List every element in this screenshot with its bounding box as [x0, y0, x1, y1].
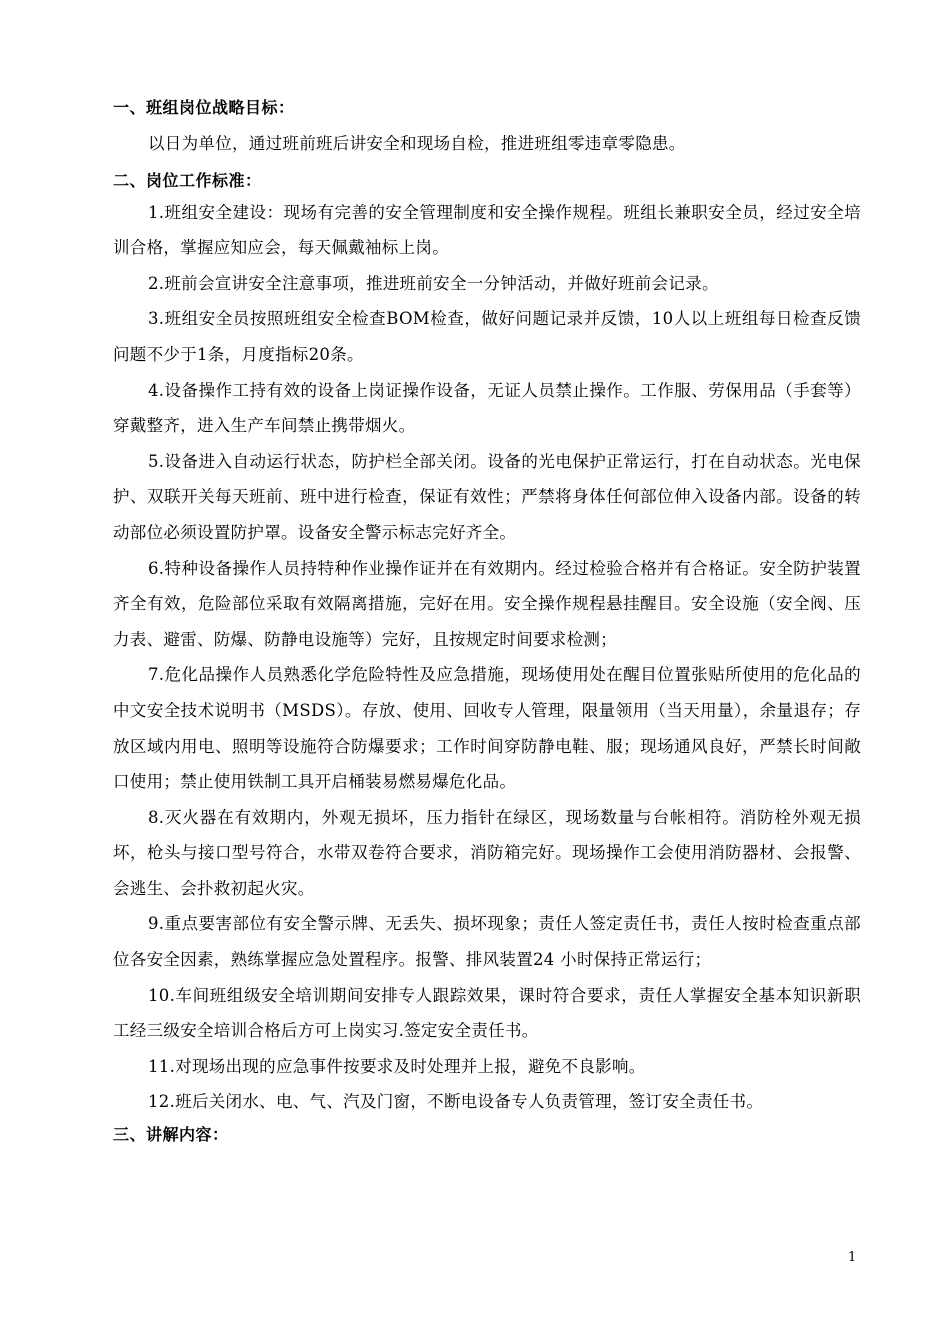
standard-item-3: 3.班组安全员按照班组安全检查BOM检查，做好问题记录并反馈，10人以上班组每日检查反馈问题不少于1条，月度指标20条。 [113, 309, 861, 364]
standard-item-6: 6.特种设备操作人员持特种作业操作证并在有效期内。经过检验合格并有合格证。安全防护装置齐全有效，危险部位采取有效隔离措施，完好在用。安全操作规程悬挂醒目。安全设施（安全阀、压力表、避雷、防爆、防静电设施等）完好，且按规定时间要求检测； [113, 558, 861, 649]
standard-item-7: 7.危化品操作人员熟悉化学危险特性及应急措施，现场使用处在醒目位置张贴所使用的危化品的中文安全技术说明书（MSDS）。存放、使用、回收专人管理，限量领用（当天用量），余量退存；存放区域内用电、照明等设施符合防爆要求；工作时间穿防静电鞋、服；现场通风良好，严禁长时间敞口使用；禁止使用铁制工具开启桶装易燃易爆危化品。 [113, 665, 861, 792]
standard-item-4: 4.设备操作工持有效的设备上岗证操作设备，无证人员禁止操作。工作服、劳保用品（手套等）穿戴整齐，进入生产车间禁止携带烟火。 [113, 380, 861, 436]
standard-item-9: 9.重点要害部位有安全警示牌、无丢失、损坏现象；责任人签定责任书，责任人按时检查重点部位各安全因素，熟练掌握应急处置程序。报警、排风装置24 小时保持正常运行； [113, 914, 861, 970]
standard-item-5: 5.设备进入自动运行状态，防护栏全部关闭。设备的光电保护正常运行，打在自动状态。光电保护、双联开关每天班前、班中进行检查，保证有效性；严禁将身体任何部位伸入设备内部。设备的转动部位必须设置防护罩。设备安全警示标志完好齐全。 [113, 451, 861, 542]
strategy-goal-text: 以日为单位，通过班前班后讲安全和现场自检，推进班组零违章零隐患。 [148, 134, 686, 153]
standard-item-1: 1.班组安全建设：现场有完善的安全管理制度和安全操作规程。班组长兼职安全员，经过安全培训合格，掌握应知应会，每天佩戴袖标上岗。 [113, 202, 861, 258]
standard-item-8: 8.灭火器在有效期内，外观无损坏，压力指针在绿区，现场数量与台帐相符。消防栓外观无损坏，枪头与接口型号符合，水带双卷符合要求，消防箱完好。现场操作工会使用消防器材、会报警、会逃生、会扑救初起火灾。 [113, 807, 861, 898]
section-heading-work-standards: 二、岗位工作标准： [113, 170, 262, 190]
standard-item-11: 11.对现场出现的应急事件按要求及时处理并上报，避免不良影响。 [148, 1056, 646, 1076]
section-heading-explanation: 三、讲解内容： [113, 1125, 229, 1145]
standard-item-10: 10.车间班组级安全培训期间安排专人跟踪效果，课时符合要求，责任人掌握安全基本知识新职工经三级安全培训合格后方可上岗实习.签定安全责任书。 [113, 985, 861, 1041]
page-number: 1 [848, 1250, 857, 1265]
standard-item-12: 12.班后关闭水、电、气、汽及门窗，不断电设备专人负责管理，签订安全责任书。 [148, 1092, 764, 1112]
section-heading-strategy-goal: 一、班组岗位战略目标： [113, 98, 295, 117]
document-body [113, 93, 861, 1149]
standard-item-2: 2.班前会宣讲安全注意事项，推进班前安全一分钟活动，并做好班前会记录。 [148, 273, 719, 293]
